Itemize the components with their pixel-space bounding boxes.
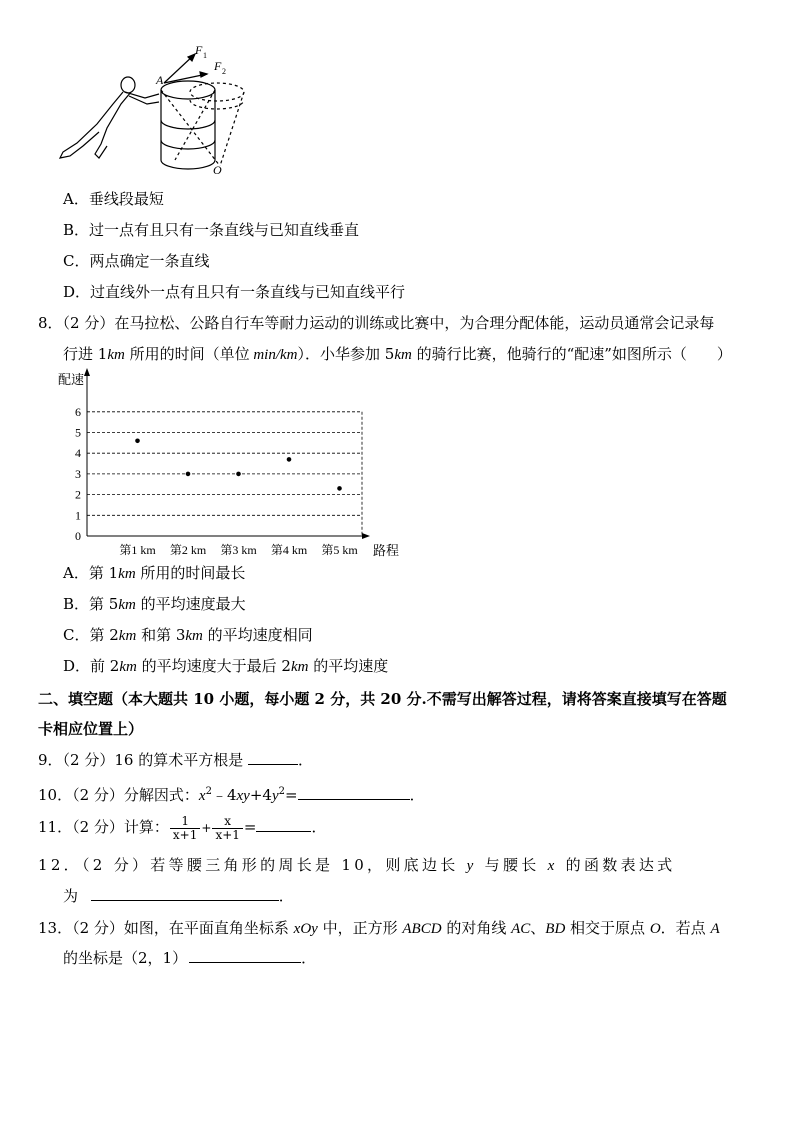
y-tick-label: 4 [75, 446, 81, 461]
var-y: y [466, 858, 477, 874]
label-o: O [213, 163, 222, 177]
y-axis-arrow [84, 368, 90, 376]
text: +4 [249, 786, 272, 804]
q8-unit-km: km [394, 347, 412, 363]
q12-answer-blank[interactable] [91, 886, 279, 901]
q11-answer-blank[interactable] [256, 817, 311, 832]
q8-text: 所用的时间（单位 [124, 345, 250, 363]
data-point [186, 472, 191, 477]
q8-option-a [63, 563, 245, 584]
chart-xlabel: 路程 [373, 543, 400, 558]
q10-prefix: 10．（2 分）分解因式： [38, 786, 199, 804]
data-point [287, 457, 292, 462]
text: = [285, 786, 298, 804]
text: 相交于原点 [565, 919, 650, 937]
label-f1-sub: 1 [203, 51, 207, 60]
numerator: x [212, 815, 242, 829]
label-f1: F [195, 43, 203, 57]
data-point [236, 472, 241, 477]
q11-end: ． [311, 818, 327, 836]
label-f2-sub: 2 [222, 67, 226, 76]
q8-line-2 [63, 344, 732, 365]
q8-option-c [63, 625, 313, 646]
q8-unit-minkm: min/km [249, 347, 298, 363]
text: A．第 1 [63, 564, 119, 582]
q7-option-d: D．过直线外一点有且只有一条直线与已知直线平行 [63, 283, 406, 301]
y-tick-label: 5 [75, 425, 81, 440]
unit-km: km [290, 659, 309, 675]
exponent: 2 [205, 786, 212, 797]
text: 的平均速度最大 [135, 595, 246, 613]
x-tick-label: 第3 km [220, 543, 257, 557]
y-tick-label: 6 [75, 404, 81, 419]
data-point [337, 486, 342, 491]
plus-sign: + [201, 821, 212, 835]
text: C．第 2 [63, 626, 119, 644]
text: B．第 5 [63, 595, 119, 613]
text: 的平均速度大于最后 2 [136, 657, 291, 675]
q10-end: ． [409, 786, 425, 804]
text: 与腰长 [476, 856, 548, 874]
y-tick-label: 2 [75, 487, 81, 502]
barrel-illustration [161, 81, 244, 169]
text: 的坐标是（2，1） [63, 949, 188, 967]
var-a: A [710, 921, 720, 937]
q7-figure [55, 40, 255, 178]
q9-text: 9．（2 分）16 的算术平方根是 [38, 751, 244, 769]
var-ac: AC [511, 921, 531, 937]
q8-line-1: 8．（2 分）在马拉松、公路自行车等耐力运动的训练或比赛中，为合理分配体能，运动员通常会记录每 [38, 314, 715, 332]
text: ﹣4 [211, 786, 237, 804]
q8-option-d [63, 656, 388, 677]
q10 [38, 782, 425, 806]
q8-option-b [63, 594, 246, 615]
var-abcd: ABCD [402, 921, 442, 937]
section2-heading-line1: 二、填空题（本大题共 10 小题，每小题 2 分，共 20 分.不需写出解答过程，请将答案直接填写在答题 [38, 690, 727, 708]
q12-line-1 [38, 855, 675, 876]
var-x: x [547, 858, 558, 874]
x-tick-label: 第1 km [119, 543, 156, 557]
text: D．前 2 [63, 657, 120, 675]
section2-heading-line2: 卡相应位置上） [38, 720, 144, 738]
chart-ylabel: 配速 [58, 372, 85, 387]
text: 、 [530, 919, 546, 937]
q8-text: 的骑行比赛，他骑行的“配速”如图所示（ ） [411, 345, 732, 363]
text: 的平均速度 [308, 657, 389, 675]
y-tick-label: 3 [75, 466, 81, 481]
text: 所用的时间最长 [135, 564, 246, 582]
x-axis-arrow [362, 533, 370, 539]
y-tick-label: 1 [75, 508, 81, 523]
fraction [212, 815, 242, 842]
q7-option-b: B．过一点有且只有一条直线与已知直线垂直 [63, 221, 360, 239]
var-y: y [271, 788, 279, 804]
text: 13．（2 分）如图，在平面直角坐标系 [38, 919, 294, 937]
equals-sign: = [243, 818, 257, 836]
q7-option-c: C．两点确定一条直线 [63, 252, 210, 270]
q10-answer-blank[interactable] [298, 785, 410, 800]
q9-end: ． [298, 751, 314, 769]
q13-answer-blank[interactable] [189, 948, 301, 963]
text: 为 [63, 887, 79, 905]
var-xoy: xOy [293, 921, 318, 937]
q13-line-1 [38, 918, 720, 939]
pace-chart [50, 366, 410, 562]
text: 12．（2 分）若等腰三角形的周长是 10，则底边长 [38, 856, 467, 874]
person-pushing-illustration [60, 77, 159, 158]
var-o: O [649, 921, 661, 937]
q13-line-2 [63, 948, 316, 968]
force-arrows [164, 54, 207, 83]
label-f2: F [214, 59, 222, 73]
text: 中，正方形 [317, 919, 403, 937]
denominator: x+1 [215, 827, 240, 842]
text: 和第 3 [136, 626, 186, 644]
x-tick-label: 第5 km [321, 543, 358, 557]
text: ．若点 [660, 919, 711, 937]
text: 的对角线 [441, 919, 512, 937]
var-bd: BD [545, 921, 566, 937]
denominator: x+1 [172, 827, 198, 842]
exponent: 2 [278, 786, 285, 797]
unit-km: km [118, 566, 136, 582]
q7-option-a: A．垂线段最短 [63, 190, 164, 208]
unit-km: km [118, 628, 137, 644]
q13-end: ． [301, 949, 317, 967]
q9 [38, 750, 313, 770]
label-a: A [156, 73, 164, 87]
unit-km: km [185, 628, 203, 644]
fraction [170, 815, 200, 842]
q8-text: ）．小华参加 5 [297, 345, 395, 363]
unit-km: km [119, 659, 137, 675]
q12-end: ． [278, 887, 294, 905]
unit-km: km [118, 597, 136, 613]
x-tick-label: 第2 km [169, 543, 207, 557]
numerator: 1 [170, 815, 200, 829]
q8-text: 行进 1 [63, 345, 108, 363]
q11 [38, 812, 327, 842]
var-xy: xy [236, 788, 250, 804]
y-tick-label: 0 [75, 529, 81, 543]
q8-unit-km: km [107, 347, 125, 363]
data-point [135, 438, 140, 443]
var-x: x [198, 788, 206, 804]
text: 的函数表达式 [557, 856, 676, 874]
q11-prefix: 11．（2 分）计算： [38, 818, 169, 836]
q12-line-2 [63, 886, 294, 906]
text: 的平均速度相同 [202, 626, 313, 644]
x-tick-label: 第4 km [270, 543, 308, 557]
q9-answer-blank[interactable] [248, 750, 298, 765]
